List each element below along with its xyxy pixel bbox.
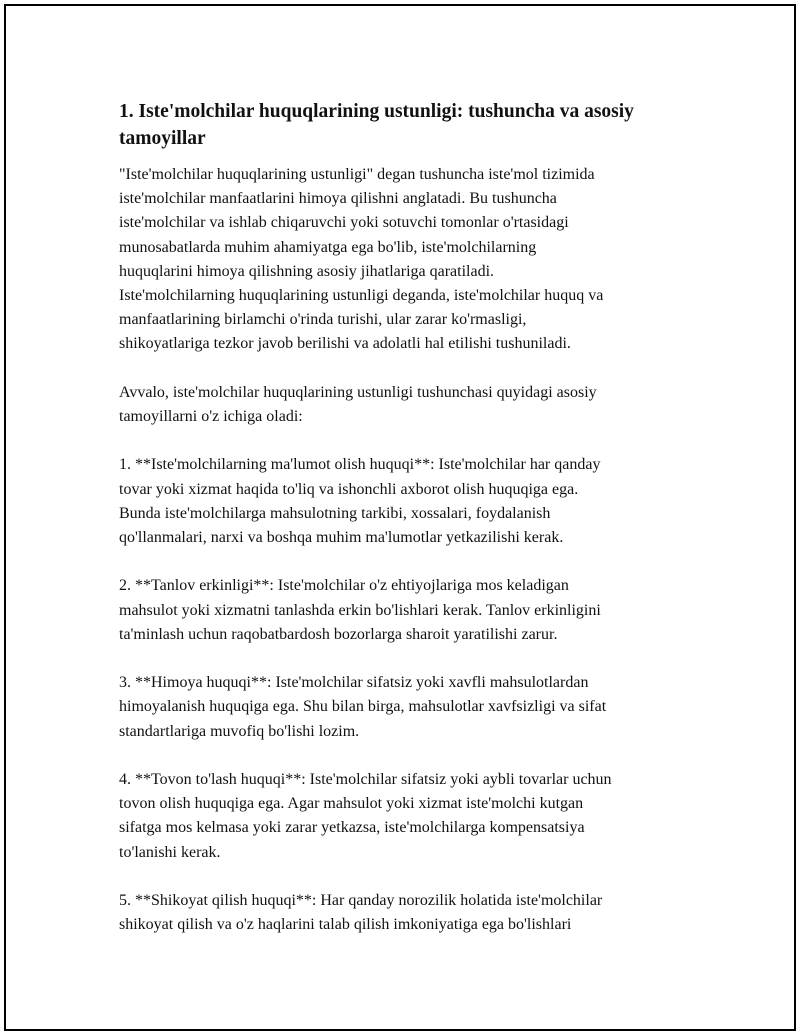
paragraph-principle-3: 3. **Himoya huquqi**: Iste'molchilar sifatsiz yoki xavfli mahsulotlardan himoyalanish huquqiga ega. Shu bilan birga, mahsulotlar xavfsizligi va sifat standartlariga muvofiq bo'lishi lozim.: [119, 674, 607, 740]
page-frame: [4, 4, 796, 1031]
paragraph-principle-1: 1. **Iste'molchilarning ma'lumot olish huquqi**: Iste'molchilar har qanday tovar yoki xizmat haqida to'liq va ishonchli axborot olish huquqiga ega. Bunda iste'molchilarga mahsulotning tarkibi, xossalari, foydalanish qo'llanmalari, narxi va boshqa muhim ma'lumotlar yetkazilishi kerak.: [119, 456, 601, 547]
document-body: [119, 98, 699, 962]
paragraph-definition: "Iste'molchilar huquqlarining ustunligi" degan tushuncha iste'mol tizimida iste'molchilar manfaatlarini himoya qilishni anglatadi. Bu tushuncha iste'molchilar va ishlab chiqaruvchi yoki sotuvchi tomonlar o'rtasidagi munosabatlarda muhim ahamiyatga ega bo'lib, iste'molchilarning huquqlarini himoya qilishning asosiy jihatlariga qaratiladi. Iste'molchilarning huquqlarining ustunligi deganda, iste'molchilar huquq va manfaatlarining birlamchi o'rinda turishi, ular zarar ko'rmasligi, shikoyatlariga tezkor javob berilishi va adolatli hal etilishi tushuniladi.: [119, 166, 604, 353]
paragraph-principle-5: 5. **Shikoyat qilish huquqi**: Har qanday norozilik holatida iste'molchilar shikoyat qilish va o'z haqlarini talab qilish imkoniyatiga ega bo'lishlari: [119, 892, 603, 934]
paragraph-principle-2: 2. **Tanlov erkinligi**: Iste'molchilar o'z ehtiyojlariga mos keladigan mahsulot yoki xizmatni tanlashda erkin bo'lishlari kerak. Tanlov erkinligini ta'minlash uchun raqobatbardosh bozorlarga sharoit yaratilishi zarur.: [119, 577, 601, 643]
paragraph-principle-4: 4. **Tovon to'lash huquqi**: Iste'molchilar sifatsiz yoki aybli tovarlar uchun tovon olish huquqiga ega. Agar mahsulot yoki xizmat iste'molchi kutgan sifatga mos kelmasa yoki zarar yetkazsa, iste'molchilarga kompensatsiya to'lanishi kerak.: [119, 771, 612, 861]
document-title: 1. Iste'molchilar huquqlarining ustunligi: tushuncha va asosiy tamoyillar: [119, 101, 634, 149]
paragraph-principles-intro: Avvalo, iste'molchilar huquqlarining ustunligi tushunchasi quyidagi asosiy tamoyillarni o'z ichiga oladi:: [119, 383, 597, 426]
